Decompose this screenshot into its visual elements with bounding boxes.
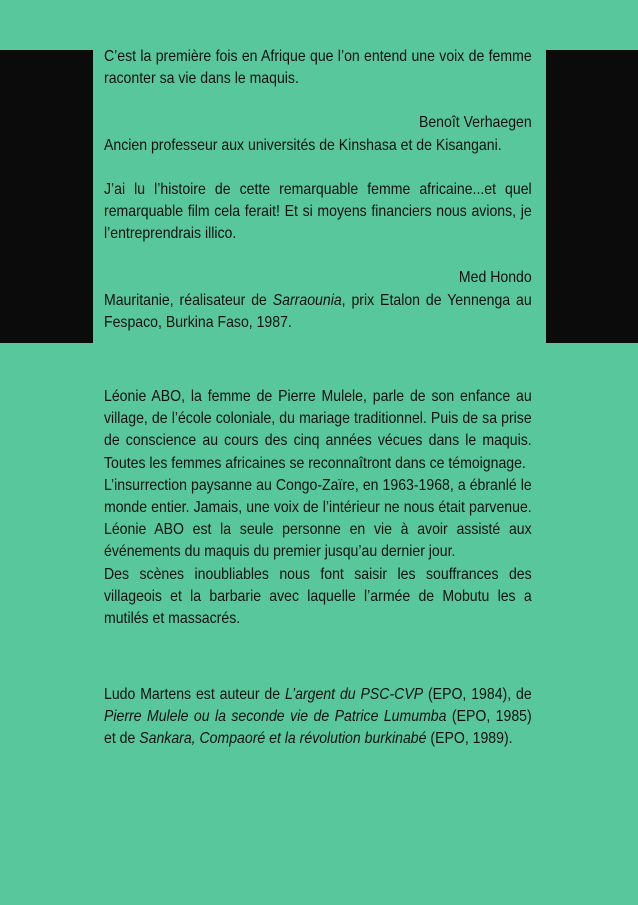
left-black-bar (0, 50, 93, 343)
film-title: Sarraounia (272, 291, 342, 309)
book-title-1: L’argent du PSC-CVP (284, 686, 424, 703)
quote-hondo-author: Med Hondo (458, 269, 532, 287)
right-black-bar (546, 50, 638, 343)
quote-verhaegen-role: Ancien professeur aux universités de Kinshasa et de Kisangani. (104, 136, 502, 154)
quote-verhaegen-author: Benoît Verhaegen (418, 114, 532, 132)
quote-hondo-role: Mauritanie, réalisateur de Sarraounia, prix Etalon de Yennenga au Fespaco, Burkina Faso, 1987. (104, 291, 532, 331)
description-paragraph-1: Léonie ABO, la femme de Pierre Mulele, parle de son enfance au village, de l’école coloniale, du mariage traditionnel. Puis de sa prise de conscience au cours des cinq années vécues dans le maquis. Toutes les femmes africaines se reconnaîtront dans ce témoignage. (104, 388, 532, 472)
description-section (104, 386, 532, 630)
description-paragraph-3: Des scènes inoubliables nous font saisir les souffrances des villageois et la barbarie avec laquelle l’armée de Mobutu les a mutilés et massacrés. (104, 565, 532, 628)
quote-hondo-text: J’ai lu l’histoire de cette remarquable femme africaine...et quel remarquable film cela ferait! Et si moyens financiers nous avions, je l’entreprendrais illico. (104, 180, 532, 243)
description-paragraph-2: L’insurrection paysanne au Congo-Zaïre, en 1963-1968, a ébranlé le monde entier. Jamais, une voix de l’intérieur ne nous était parvenue. Léonie ABO est la seule personne en vie à avoir assisté aux événements du maquis du premier jusqu’au dernier jour. (104, 476, 532, 561)
quotes-section (104, 46, 532, 334)
author-bio: Ludo Martens est auteur de L’argent du PSC-CVP (EPO, 1984), de Pierre Mulele ou la seconde vie de Patrice Lumumba (EPO, 1985) et de Sankara, Compaoré et la révolution burkinabé (EPO, 1989). (104, 686, 532, 748)
author-bio-section (104, 684, 532, 751)
quote-verhaegen-text: C’est la première fois en Afrique que l’on entend une voix de femme raconter sa vie dans le maquis. (104, 48, 532, 88)
book-title-3: Sankara, Compaoré et la révolution burkinabé (139, 730, 427, 748)
book-title-2: Pierre Mulele ou la seconde vie de Patrice Lumumba (104, 708, 447, 726)
